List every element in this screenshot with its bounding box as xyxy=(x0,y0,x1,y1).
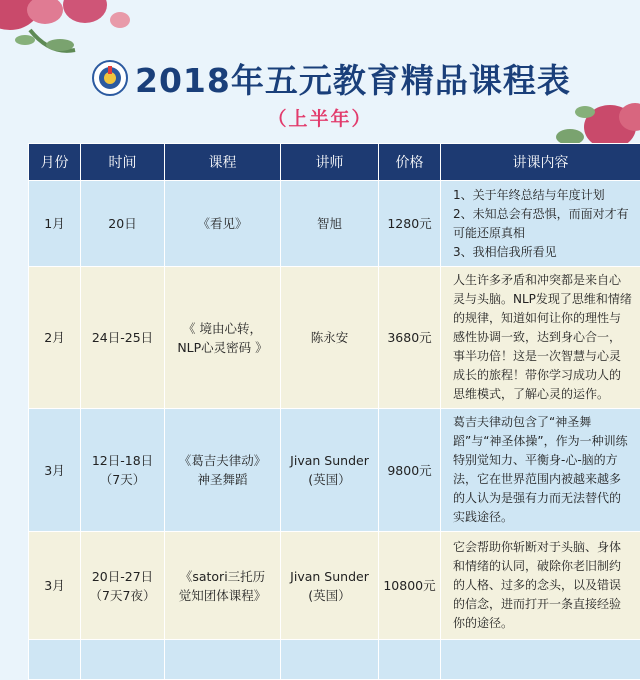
content-topic-item: 2、未知总会有恐惧，而面对才有 可能还原真相 xyxy=(453,205,632,243)
column-header-course: 课程 xyxy=(165,144,281,181)
cell-content: 葛吉夫律动包含了“神圣舞蹈”与“神圣体操”，作为一种训练特别觉知力、平衡身-心-脑的方法，它在世界范围内被越来越多的人认为是强有力而无法替代的实践途径。 xyxy=(441,409,640,532)
cell-course: 《satori三托历 觉知团体课程》 xyxy=(165,532,281,640)
cell-teacher: Jivan Sunder (英国） xyxy=(281,409,379,532)
cell-course: 《葛吉夫律动》 神圣舞蹈 xyxy=(165,409,281,532)
cell-teacher: 陈永安 xyxy=(281,267,379,409)
table-row xyxy=(29,409,640,532)
cell-content: 人生许多矛盾和冲突都是来自心灵与头脑。NLP发现了思维和情绪的规律，知道如何让你的理性与感性协调一致，达到身心合一，事半功倍！这是一次智慧与心灵成长的旅程！带你学习成功人的思维模式，了解心灵的运作。 xyxy=(441,267,640,409)
column-header-content: 讲课内容 xyxy=(441,144,640,181)
cell-content: 它会帮助你斩断对于头脑、身体和情绪的认同，破除你老旧制约的人格、过多的念头，以及错误的信念，进而打开一条直接经验你的途径。 xyxy=(441,532,640,640)
column-header-month: 月份 xyxy=(29,144,81,181)
cell-course: 《 境由心转， NLP心灵密码 》 xyxy=(165,267,281,409)
column-header-teacher: 讲师 xyxy=(281,144,379,181)
cell-time: 12日-18日 （7天） xyxy=(81,409,165,532)
column-header-price: 价格 xyxy=(379,144,441,181)
column-header-time: 时间 xyxy=(81,144,165,181)
cell-time: 24日-25日 xyxy=(81,267,165,409)
content-topic-item: 3、我相信我所看见 xyxy=(453,243,632,262)
table-row-partial xyxy=(29,640,640,680)
cell-price: 3680元 xyxy=(379,267,441,409)
cell-teacher: Jivan Sunder (英国） xyxy=(281,532,379,640)
cell-course: 《看见》 xyxy=(165,181,281,267)
table-header-row xyxy=(29,144,640,181)
table-row xyxy=(29,532,640,640)
cell-price: 10800元 xyxy=(379,532,441,640)
cell-month: 1月 xyxy=(29,181,81,267)
cell-teacher: 智旭 xyxy=(281,181,379,267)
cell-month: 2月 xyxy=(29,267,81,409)
cell-time: 20日 xyxy=(81,181,165,267)
page-subtitle: （上半年） xyxy=(0,104,640,131)
cell-month: 3月 xyxy=(29,409,81,532)
table-row xyxy=(29,267,640,409)
school-logo-icon xyxy=(92,60,128,96)
cell-content xyxy=(441,181,640,267)
content-topic-list xyxy=(453,186,632,262)
cell-time: 20日-27日 （7天7夜） xyxy=(81,532,165,640)
content-topic-item: 1、关于年终总结与年度计划 xyxy=(453,186,632,205)
cell-price: 1280元 xyxy=(379,181,441,267)
cell-month: 3月 xyxy=(29,532,81,640)
page-title: 2018年五元教育精品课程表 xyxy=(135,55,575,102)
cell-price: 9800元 xyxy=(379,409,441,532)
course-table xyxy=(28,143,640,680)
table-row xyxy=(29,181,640,267)
